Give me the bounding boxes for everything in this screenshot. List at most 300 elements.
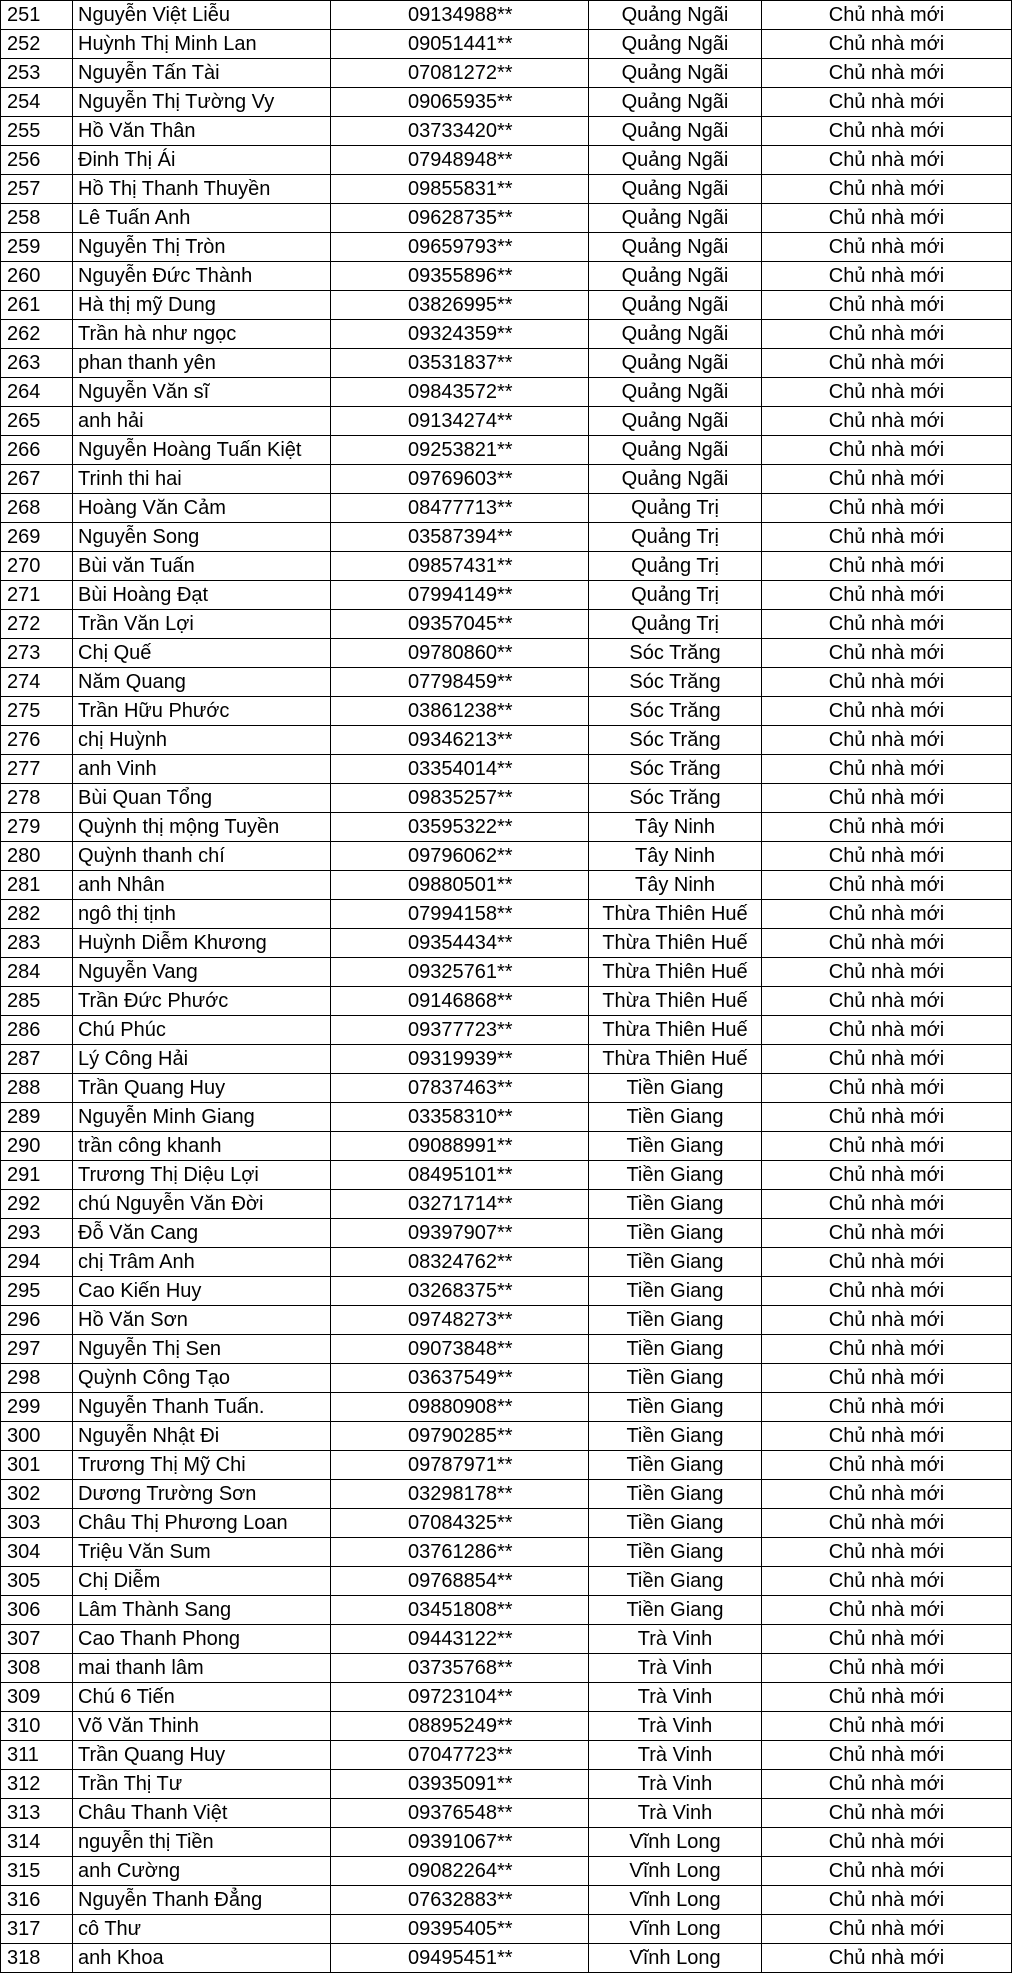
row-number-cell: 258	[1, 204, 73, 233]
phone-number-cell: 09134274**	[331, 407, 589, 436]
owner-name-cell: Nguyễn Thanh Tuấn.	[73, 1393, 331, 1422]
status-cell: Chủ nhà mới	[762, 1306, 1012, 1335]
table-row	[1, 1161, 1012, 1190]
province-cell: Quảng Ngãi	[589, 320, 762, 349]
status-cell: Chủ nhà mới	[762, 1248, 1012, 1277]
province-cell: Thừa Thiên Huế	[589, 958, 762, 987]
status-cell: Chủ nhà mới	[762, 407, 1012, 436]
row-number-cell: 305	[1, 1567, 73, 1596]
status-cell: Chủ nhà mới	[762, 436, 1012, 465]
owner-name-cell: Nguyễn Thanh Đẳng	[73, 1886, 331, 1915]
owner-name-cell: Đinh Thị Ái	[73, 146, 331, 175]
province-cell: Tiền Giang	[589, 1248, 762, 1277]
status-cell: Chủ nhà mới	[762, 1538, 1012, 1567]
table-row	[1, 1596, 1012, 1625]
row-number-cell: 292	[1, 1190, 73, 1219]
province-cell: Trà Vinh	[589, 1799, 762, 1828]
phone-number-cell: 08324762**	[331, 1248, 589, 1277]
province-cell: Vĩnh Long	[589, 1886, 762, 1915]
phone-number-cell: 03358310**	[331, 1103, 589, 1132]
province-cell: Tiền Giang	[589, 1335, 762, 1364]
row-number-cell: 283	[1, 929, 73, 958]
owner-name-cell: Trần Thị Tư	[73, 1770, 331, 1799]
phone-number-cell: 09843572**	[331, 378, 589, 407]
row-number-cell: 297	[1, 1335, 73, 1364]
status-cell: Chủ nhà mới	[762, 1277, 1012, 1306]
status-cell: Chủ nhà mới	[762, 1509, 1012, 1538]
row-number-cell: 279	[1, 813, 73, 842]
phone-number-cell: 09082264**	[331, 1857, 589, 1886]
owner-name-cell: Hồ Thị Thanh Thuyền	[73, 175, 331, 204]
owner-name-cell: Nguyễn Đức Thành	[73, 262, 331, 291]
table-row	[1, 349, 1012, 378]
table-row	[1, 175, 1012, 204]
province-cell: Quảng Trị	[589, 494, 762, 523]
owner-name-cell: Năm Quang	[73, 668, 331, 697]
status-cell: Chủ nhà mới	[762, 1944, 1012, 1973]
row-number-cell: 277	[1, 755, 73, 784]
table-row	[1, 1654, 1012, 1683]
table-row	[1, 1451, 1012, 1480]
owner-name-cell: Hoàng Văn Cảm	[73, 494, 331, 523]
owner-name-cell: Nguyễn Thị Sen	[73, 1335, 331, 1364]
table-row	[1, 1306, 1012, 1335]
owner-name-cell: mai thanh lâm	[73, 1654, 331, 1683]
row-number-cell: 262	[1, 320, 73, 349]
table-row	[1, 784, 1012, 813]
owner-name-cell: Chị Diễm	[73, 1567, 331, 1596]
phone-number-cell: 09855831**	[331, 175, 589, 204]
row-number-cell: 318	[1, 1944, 73, 1973]
status-cell: Chủ nhà mới	[762, 494, 1012, 523]
owner-name-cell: phan thanh yên	[73, 349, 331, 378]
phone-number-cell: 09628735**	[331, 204, 589, 233]
owner-name-cell: Trương Thị Mỹ Chi	[73, 1451, 331, 1480]
status-cell: Chủ nhà mới	[762, 349, 1012, 378]
province-cell: Quảng Ngãi	[589, 407, 762, 436]
province-cell: Tiền Giang	[589, 1451, 762, 1480]
province-cell: Trà Vinh	[589, 1741, 762, 1770]
owner-name-cell: Huỳnh Thị Minh Lan	[73, 30, 331, 59]
status-cell: Chủ nhà mới	[762, 1828, 1012, 1857]
province-cell: Tiền Giang	[589, 1480, 762, 1509]
status-cell: Chủ nhà mới	[762, 1741, 1012, 1770]
status-cell: Chủ nhà mới	[762, 1712, 1012, 1741]
table-row	[1, 697, 1012, 726]
phone-number-cell: 03861238**	[331, 697, 589, 726]
status-cell: Chủ nhà mới	[762, 755, 1012, 784]
row-number-cell: 284	[1, 958, 73, 987]
status-cell: Chủ nhà mới	[762, 1132, 1012, 1161]
status-cell: Chủ nhà mới	[762, 1422, 1012, 1451]
row-number-cell: 312	[1, 1770, 73, 1799]
phone-number-cell: 07994149**	[331, 581, 589, 610]
status-cell: Chủ nhà mới	[762, 581, 1012, 610]
owner-name-cell: trần công khanh	[73, 1132, 331, 1161]
phone-number-cell: 03451808**	[331, 1596, 589, 1625]
owner-name-cell: Hà thị mỹ Dung	[73, 291, 331, 320]
status-cell: Chủ nhà mới	[762, 88, 1012, 117]
phone-number-cell: 09319939**	[331, 1045, 589, 1074]
province-cell: Quảng Ngãi	[589, 436, 762, 465]
table-row	[1, 1335, 1012, 1364]
row-number-cell: 273	[1, 639, 73, 668]
table-row	[1, 436, 1012, 465]
status-cell: Chủ nhà mới	[762, 1, 1012, 30]
owner-name-cell: Nguyễn Việt Liễu	[73, 1, 331, 30]
owner-name-cell: Bùi Hoàng Đạt	[73, 581, 331, 610]
phone-number-cell: 09134988**	[331, 1, 589, 30]
phone-number-cell: 03595322**	[331, 813, 589, 842]
table-row	[1, 1045, 1012, 1074]
row-number-cell: 267	[1, 465, 73, 494]
row-number-cell: 269	[1, 523, 73, 552]
province-cell: Quảng Trị	[589, 523, 762, 552]
row-number-cell: 310	[1, 1712, 73, 1741]
owner-name-cell: Chú Phúc	[73, 1016, 331, 1045]
table-row	[1, 1, 1012, 30]
row-number-cell: 276	[1, 726, 73, 755]
province-cell: Tiền Giang	[589, 1596, 762, 1625]
phone-number-cell: 09355896**	[331, 262, 589, 291]
phone-number-cell: 09443122**	[331, 1625, 589, 1654]
status-cell: Chủ nhà mới	[762, 233, 1012, 262]
table-row	[1, 262, 1012, 291]
table-row	[1, 1857, 1012, 1886]
phone-number-cell: 07837463**	[331, 1074, 589, 1103]
row-number-cell: 293	[1, 1219, 73, 1248]
row-number-cell: 259	[1, 233, 73, 262]
province-cell: Quảng Ngãi	[589, 349, 762, 378]
phone-number-cell: 09146868**	[331, 987, 589, 1016]
table-row	[1, 900, 1012, 929]
status-cell: Chủ nhà mới	[762, 117, 1012, 146]
owner-name-cell: Cao Kiến Huy	[73, 1277, 331, 1306]
row-number-cell: 281	[1, 871, 73, 900]
phone-number-cell: 09723104**	[331, 1683, 589, 1712]
province-cell: Tây Ninh	[589, 813, 762, 842]
status-cell: Chủ nhà mới	[762, 552, 1012, 581]
status-cell: Chủ nhà mới	[762, 639, 1012, 668]
owner-name-cell: Bùi Quan Tổng	[73, 784, 331, 813]
phone-number-cell: 09880501**	[331, 871, 589, 900]
province-cell: Sóc Trăng	[589, 755, 762, 784]
row-number-cell: 285	[1, 987, 73, 1016]
province-cell: Thừa Thiên Huế	[589, 929, 762, 958]
status-cell: Chủ nhà mới	[762, 175, 1012, 204]
phone-number-cell: 08495101**	[331, 1161, 589, 1190]
phone-number-cell: 07994158**	[331, 900, 589, 929]
row-number-cell: 302	[1, 1480, 73, 1509]
table-row	[1, 1828, 1012, 1857]
status-cell: Chủ nhà mới	[762, 1393, 1012, 1422]
owner-name-cell: Nguyễn Tấn Tài	[73, 59, 331, 88]
row-number-cell: 278	[1, 784, 73, 813]
province-cell: Tiền Giang	[589, 1509, 762, 1538]
row-number-cell: 309	[1, 1683, 73, 1712]
table-row	[1, 755, 1012, 784]
province-cell: Sóc Trăng	[589, 697, 762, 726]
province-cell: Trà Vinh	[589, 1770, 762, 1799]
owner-name-cell: Chị Quế	[73, 639, 331, 668]
province-cell: Sóc Trăng	[589, 668, 762, 697]
owner-name-cell: Lý Công Hải	[73, 1045, 331, 1074]
owner-name-cell: Trần Hữu Phước	[73, 697, 331, 726]
table-row	[1, 610, 1012, 639]
province-cell: Quảng Ngãi	[589, 233, 762, 262]
status-cell: Chủ nhà mới	[762, 1915, 1012, 1944]
row-number-cell: 295	[1, 1277, 73, 1306]
province-cell: Vĩnh Long	[589, 1828, 762, 1857]
row-number-cell: 291	[1, 1161, 73, 1190]
status-cell: Chủ nhà mới	[762, 813, 1012, 842]
province-cell: Sóc Trăng	[589, 639, 762, 668]
table-row	[1, 1016, 1012, 1045]
status-cell: Chủ nhà mới	[762, 1857, 1012, 1886]
row-number-cell: 260	[1, 262, 73, 291]
phone-number-cell: 09346213**	[331, 726, 589, 755]
owner-name-cell: Trần Đức Phước	[73, 987, 331, 1016]
phone-number-cell: 08477713**	[331, 494, 589, 523]
phone-number-cell: 09748273**	[331, 1306, 589, 1335]
owner-name-cell: Nguyễn Minh Giang	[73, 1103, 331, 1132]
table-row	[1, 842, 1012, 871]
province-cell: Tây Ninh	[589, 842, 762, 871]
table-row	[1, 552, 1012, 581]
owner-name-cell: Quỳnh Công Tạo	[73, 1364, 331, 1393]
phone-number-cell: 09880908**	[331, 1393, 589, 1422]
row-number-cell: 275	[1, 697, 73, 726]
owner-name-cell: anh Vinh	[73, 755, 331, 784]
row-number-cell: 288	[1, 1074, 73, 1103]
phone-number-cell: 09835257**	[331, 784, 589, 813]
status-cell: Chủ nhà mới	[762, 1596, 1012, 1625]
owner-name-cell: chú Nguyễn Văn Đời	[73, 1190, 331, 1219]
table-row	[1, 1132, 1012, 1161]
status-cell: Chủ nhà mới	[762, 30, 1012, 59]
table-row	[1, 233, 1012, 262]
row-number-cell: 308	[1, 1654, 73, 1683]
province-cell: Quảng Trị	[589, 610, 762, 639]
phone-number-cell: 09857431**	[331, 552, 589, 581]
status-cell: Chủ nhà mới	[762, 900, 1012, 929]
status-cell: Chủ nhà mới	[762, 465, 1012, 494]
row-number-cell: 263	[1, 349, 73, 378]
table-row	[1, 1712, 1012, 1741]
table-row	[1, 1509, 1012, 1538]
owner-name-cell: Triệu Văn Sum	[73, 1538, 331, 1567]
owner-name-cell: Nguyễn Thị Tường Vy	[73, 88, 331, 117]
status-cell: Chủ nhà mới	[762, 697, 1012, 726]
province-cell: Vĩnh Long	[589, 1915, 762, 1944]
row-number-cell: 272	[1, 610, 73, 639]
owner-name-cell: chị Trâm Anh	[73, 1248, 331, 1277]
owner-name-cell: anh Cường	[73, 1857, 331, 1886]
phone-number-cell: 09377723**	[331, 1016, 589, 1045]
phone-number-cell: 09325761**	[331, 958, 589, 987]
table-row	[1, 407, 1012, 436]
province-cell: Tiền Giang	[589, 1074, 762, 1103]
row-number-cell: 274	[1, 668, 73, 697]
owner-name-cell: Trinh thi hai	[73, 465, 331, 494]
table-body	[1, 1, 1012, 1973]
row-number-cell: 314	[1, 1828, 73, 1857]
table-row	[1, 1277, 1012, 1306]
phone-number-cell: 03761286**	[331, 1538, 589, 1567]
table-row	[1, 1741, 1012, 1770]
table-row	[1, 639, 1012, 668]
row-number-cell: 300	[1, 1422, 73, 1451]
owner-name-cell: Hồ Văn Thân	[73, 117, 331, 146]
status-cell: Chủ nhà mới	[762, 958, 1012, 987]
status-cell: Chủ nhà mới	[762, 262, 1012, 291]
owner-name-cell: anh hải	[73, 407, 331, 436]
status-cell: Chủ nhà mới	[762, 146, 1012, 175]
phone-number-cell: 03268375**	[331, 1277, 589, 1306]
row-number-cell: 294	[1, 1248, 73, 1277]
owner-name-cell: Nguyễn Thị Tròn	[73, 233, 331, 262]
province-cell: Quảng Ngãi	[589, 291, 762, 320]
phone-number-cell: 07632883**	[331, 1886, 589, 1915]
phone-number-cell: 09769603**	[331, 465, 589, 494]
phone-number-cell: 08895249**	[331, 1712, 589, 1741]
province-cell: Tiền Giang	[589, 1161, 762, 1190]
province-cell: Trà Vinh	[589, 1654, 762, 1683]
status-cell: Chủ nhà mới	[762, 929, 1012, 958]
phone-number-cell: 03531837**	[331, 349, 589, 378]
table-row	[1, 929, 1012, 958]
row-number-cell: 299	[1, 1393, 73, 1422]
status-cell: Chủ nhà mới	[762, 1190, 1012, 1219]
province-cell: Quảng Ngãi	[589, 262, 762, 291]
table-row	[1, 59, 1012, 88]
phone-number-cell: 09324359**	[331, 320, 589, 349]
table-row	[1, 1799, 1012, 1828]
province-cell: Tiền Giang	[589, 1132, 762, 1161]
phone-number-cell: 09354434**	[331, 929, 589, 958]
province-cell: Quảng Ngãi	[589, 30, 762, 59]
table-row	[1, 1915, 1012, 1944]
status-cell: Chủ nhà mới	[762, 1480, 1012, 1509]
row-number-cell: 271	[1, 581, 73, 610]
phone-number-cell: 09051441**	[331, 30, 589, 59]
phone-number-cell: 09787971**	[331, 1451, 589, 1480]
owner-name-cell: ngô thị tịnh	[73, 900, 331, 929]
owner-name-cell: Quỳnh thanh chí	[73, 842, 331, 871]
owner-name-cell: Nguyễn Nhật Đi	[73, 1422, 331, 1451]
phone-number-cell: 09659793**	[331, 233, 589, 262]
row-number-cell: 307	[1, 1625, 73, 1654]
status-cell: Chủ nhà mới	[762, 204, 1012, 233]
province-cell: Thừa Thiên Huế	[589, 900, 762, 929]
status-cell: Chủ nhà mới	[762, 842, 1012, 871]
status-cell: Chủ nhà mới	[762, 1103, 1012, 1132]
owner-name-cell: cô Thư	[73, 1915, 331, 1944]
table-row	[1, 813, 1012, 842]
row-number-cell: 264	[1, 378, 73, 407]
status-cell: Chủ nhà mới	[762, 1770, 1012, 1799]
phone-number-cell: 03826995**	[331, 291, 589, 320]
owner-name-cell: nguyễn thị Tiền	[73, 1828, 331, 1857]
row-number-cell: 255	[1, 117, 73, 146]
row-number-cell: 254	[1, 88, 73, 117]
row-number-cell: 306	[1, 1596, 73, 1625]
table-row	[1, 1625, 1012, 1654]
row-number-cell: 287	[1, 1045, 73, 1074]
province-cell: Sóc Trăng	[589, 726, 762, 755]
owner-name-cell: Nguyễn Song	[73, 523, 331, 552]
row-number-cell: 289	[1, 1103, 73, 1132]
province-cell: Quảng Ngãi	[589, 88, 762, 117]
phone-number-cell: 09397907**	[331, 1219, 589, 1248]
province-cell: Tiền Giang	[589, 1567, 762, 1596]
row-number-cell: 313	[1, 1799, 73, 1828]
province-cell: Quảng Trị	[589, 552, 762, 581]
status-cell: Chủ nhà mới	[762, 291, 1012, 320]
province-cell: Thừa Thiên Huế	[589, 987, 762, 1016]
status-cell: Chủ nhà mới	[762, 1799, 1012, 1828]
table-row	[1, 668, 1012, 697]
province-cell: Tiền Giang	[589, 1219, 762, 1248]
province-cell: Tiền Giang	[589, 1190, 762, 1219]
table-row	[1, 494, 1012, 523]
status-cell: Chủ nhà mới	[762, 1451, 1012, 1480]
table-row	[1, 1480, 1012, 1509]
status-cell: Chủ nhà mới	[762, 1335, 1012, 1364]
owner-name-cell: Châu Thị Phương Loan	[73, 1509, 331, 1538]
table-row	[1, 291, 1012, 320]
owner-name-cell: Trần Văn Lợi	[73, 610, 331, 639]
province-cell: Quảng Ngãi	[589, 146, 762, 175]
owner-name-cell: Châu Thanh Việt	[73, 1799, 331, 1828]
row-number-cell: 280	[1, 842, 73, 871]
table-row	[1, 581, 1012, 610]
phone-number-cell: 03735768**	[331, 1654, 589, 1683]
status-cell: Chủ nhà mới	[762, 1625, 1012, 1654]
province-cell: Thừa Thiên Huế	[589, 1016, 762, 1045]
status-cell: Chủ nhà mới	[762, 1364, 1012, 1393]
phone-number-cell: 09357045**	[331, 610, 589, 639]
row-number-cell: 257	[1, 175, 73, 204]
province-cell: Vĩnh Long	[589, 1944, 762, 1973]
phone-number-cell: 09088991**	[331, 1132, 589, 1161]
table-row	[1, 117, 1012, 146]
row-number-cell: 298	[1, 1364, 73, 1393]
status-cell: Chủ nhà mới	[762, 1045, 1012, 1074]
province-cell: Tiền Giang	[589, 1393, 762, 1422]
row-number-cell: 304	[1, 1538, 73, 1567]
phone-number-cell: 09790285**	[331, 1422, 589, 1451]
row-number-cell: 303	[1, 1509, 73, 1538]
status-cell: Chủ nhà mới	[762, 871, 1012, 900]
status-cell: Chủ nhà mới	[762, 784, 1012, 813]
row-number-cell: 317	[1, 1915, 73, 1944]
row-number-cell: 253	[1, 59, 73, 88]
table-row	[1, 1074, 1012, 1103]
province-cell: Tiền Giang	[589, 1277, 762, 1306]
province-cell: Tiền Giang	[589, 1306, 762, 1335]
owner-name-cell: Bùi văn Tuấn	[73, 552, 331, 581]
status-cell: Chủ nhà mới	[762, 610, 1012, 639]
table-row	[1, 1770, 1012, 1799]
table-row	[1, 1364, 1012, 1393]
province-cell: Tiền Giang	[589, 1538, 762, 1567]
phone-number-cell: 09376548**	[331, 1799, 589, 1828]
row-number-cell: 315	[1, 1857, 73, 1886]
status-cell: Chủ nhà mới	[762, 1654, 1012, 1683]
phone-number-cell: 09073848**	[331, 1335, 589, 1364]
row-number-cell: 265	[1, 407, 73, 436]
